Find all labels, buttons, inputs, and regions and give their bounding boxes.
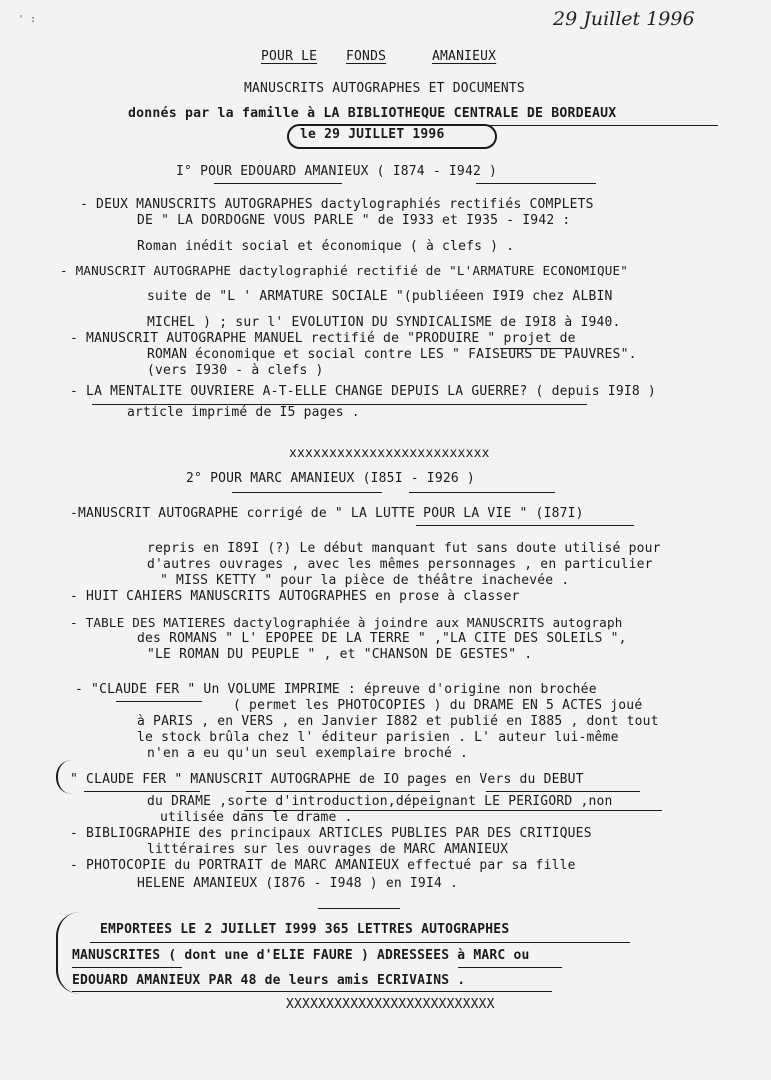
footer-top-rule	[318, 908, 400, 909]
footer-manuscrites-underline	[72, 967, 182, 968]
footer-line-1-underline	[90, 942, 630, 943]
s1-line-11: article imprimé de I5 pages .	[127, 405, 360, 420]
s1-line-5: suite de "L ' ARMATURE SOCIALE "(publiéeen I9I9 chez ALBIN	[147, 289, 613, 304]
lutte-underline	[416, 525, 634, 526]
footer-separator: XXXXXXXXXXXXXXXXXXXXXXXXXX	[286, 997, 495, 1012]
s2-line-16: utilisée dans le drame .	[160, 810, 353, 825]
header-pour-le: POUR LE	[261, 49, 318, 64]
s2-line-3: d'autres ouvrages , avec les mêmes personnages , en particulier	[147, 557, 653, 572]
section2-title: 2° POUR MARC AMANIEUX (I85I - I926 )	[186, 471, 475, 486]
s2-line-14: " CLAUDE FER " MANUSCRIT AUTOGRAPHE de IO pages en Vers du DEBUT	[70, 772, 584, 787]
s1-line-2: DE " LA DORDOGNE VOUS PARLE " de I933 et I935 - I942 :	[137, 213, 571, 228]
s2-line-20: HELENE AMANIEUX (I876 - I948 ) en I9I4 .	[137, 876, 459, 891]
claude-fer-underline	[116, 701, 202, 702]
s1-line-3: Roman inédit social et économique ( à clefs ) .	[137, 239, 515, 254]
section1-title: I° POUR EDOUARD AMANIEUX ( I874 - I942 )	[176, 164, 498, 179]
s2-line-4: " MISS KETTY " pour la pièce de théâtre inachevée .	[160, 573, 570, 588]
header-donation-line: donnés par la famille à LA BIBLIOTHEQUE CENTRALE DE BORDEAUX	[128, 106, 617, 121]
s2-line-9: - "CLAUDE FER " Un VOLUME IMPRIME : épreuve d'origine non brochée	[75, 682, 597, 697]
s2-line-15: du DRAME ,sorte d'introduction,dépeignant LE PERIGORD ,non	[147, 794, 613, 809]
s2-line-7: des ROMANS " L' EPOPEE DE LA TERRE " ,"LA CITE DES SOLEILS ",	[137, 631, 627, 646]
s2-line-19: - PHOTOCOPIE du PORTRAIT de MARC AMANIEUX effectué par sa fille	[70, 858, 576, 873]
section2-title-underline	[232, 492, 382, 493]
s1-line-7: - MANUSCRIT AUTOGRAPHE MANUEL rectifié de "PRODUIRE " projet de	[70, 331, 576, 346]
section2-dates-underline	[409, 492, 555, 493]
s2-line-11: à PARIS , en VERS , en Janvier I882 et publié en I885 , dont tout	[137, 714, 659, 729]
section1-dates-underline	[476, 183, 596, 184]
s2-line-2: repris en I89I (?) Le début manquant fut sans doute utilisé pour	[147, 541, 661, 556]
header-date: le 29 JUILLET 1996	[300, 127, 445, 142]
s2-line-18: littéraires sur les ouvrages de MARC AMANIEUX	[147, 842, 509, 857]
footer-line-2: MANUSCRITES ( dont une d'ELIE FAURE ) ADRESSEES à MARC ou	[72, 948, 530, 963]
s1-line-1: - DEUX MANUSCRITS AUTOGRAPHES dactylographiés rectifiés COMPLETS	[80, 197, 594, 212]
claude-fer-ms-underline	[84, 791, 200, 792]
footer-line-3: EDOUARD AMANIEUX PAR 48 de leurs amis ECRIVAINS .	[72, 973, 466, 988]
s1-line-4: - MANUSCRIT AUTOGRAPHE dactylographié rectifié de "L'ARMATURE ECONOMIQUE"	[60, 263, 629, 278]
s2-line-1: -MANUSCRIT AUTOGRAPHE corrigé de " LA LUTTE POUR LA VIE " (I87I)	[70, 506, 584, 521]
footer-line-1: EMPORTEES LE 2 JUILLET I999 365 LETTRES AUTOGRAPHES	[100, 922, 510, 937]
header-amanieux: AMANIEUX	[432, 49, 497, 64]
separator-1: xxxxxxxxxxxxxxxxxxxxxxxxx	[289, 446, 490, 461]
pages-underline	[486, 791, 640, 792]
s2-line-10: ( permet les PHOTOCOPIES ) du DRAME EN 5 ACTES joué	[233, 698, 643, 713]
s2-line-13: n'en a eu qu'un seul exemplaire broché .	[147, 746, 469, 761]
s1-line-10: - LA MENTALITE OUVRIERE A-T-ELLE CHANGE DEPUIS LA GUERRE? ( depuis I9I8 )	[70, 384, 656, 399]
header-underline	[478, 125, 718, 126]
s2-line-17: - BIBLIOGRAPHIE des principaux ARTICLES PUBLIES PAR DES CRITIQUES	[70, 826, 592, 841]
s2-line-5: - HUIT CAHIERS MANUSCRITS AUTOGRAPHES en prose à classer	[70, 589, 520, 604]
s1-line-8: ROMAN économique et social contre LES " FAISEURS DE PAUVRES".	[147, 347, 637, 362]
header-subtitle: MANUSCRITS AUTOGRAPHES ET DOCUMENTS	[244, 81, 525, 96]
s2-line-8: "LE ROMAN DU PEUPLE " , et "CHANSON DE GESTES" .	[147, 647, 533, 662]
footer-adressees-underline	[458, 967, 562, 968]
section1-title-underline	[214, 183, 342, 184]
header-fonds: FONDS	[346, 49, 387, 64]
manuscrit-underline	[246, 791, 440, 792]
handwritten-date: 29 Juillet 1996	[553, 8, 695, 30]
s2-line-6: - TABLE DES MATIERES dactylographiée à joindre aux MANUSCRITS autograph	[70, 615, 623, 630]
s1-line-6: MICHEL ) ; sur l' EVOLUTION DU SYNDICALISME de I9I8 à I940.	[147, 315, 621, 330]
s2-line-12: le stock brûla chez l' éditeur parisien . L' auteur lui-même	[137, 730, 619, 745]
s1-line-9: (vers I930 - à clefs )	[147, 363, 324, 378]
corner-marks: ' :	[18, 14, 37, 25]
footer-line-3-underline	[72, 991, 552, 992]
